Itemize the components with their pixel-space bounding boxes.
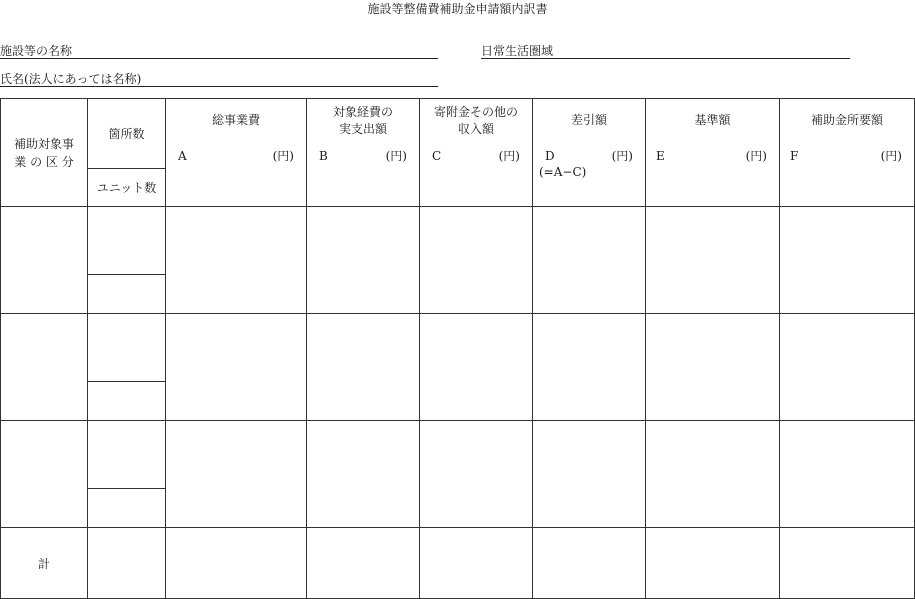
donation-label-line2: 収入額 [457,122,494,136]
living-area-field[interactable] [481,42,850,59]
e-cell[interactable] [646,207,780,314]
c-cell[interactable] [420,207,533,314]
standard-letter: E [656,149,665,163]
total-e-cell[interactable] [646,528,780,599]
count-cell[interactable] [88,421,166,489]
total-d-cell[interactable] [533,528,646,599]
e-cell[interactable] [646,314,780,421]
unit-count-cell[interactable] [88,382,166,421]
difference-label: 差引額 [570,113,607,127]
category-header-line1: 補助対象事 [13,136,74,151]
unit-count-cell[interactable] [88,489,166,528]
difference-header [533,99,646,207]
total-label: 計 [37,556,50,571]
target-cost-label-line1: 対象経費の [332,105,393,119]
total-count-cell[interactable] [88,528,166,599]
header-row [1,99,915,169]
b-cell[interactable] [307,207,420,314]
standard-unit: (円) [745,149,767,163]
count-header [88,99,166,169]
total-f-cell[interactable] [780,528,915,599]
count-header-label: 箇所数 [108,126,145,141]
difference-formula: (=A−C) [539,165,587,179]
d-cell[interactable] [533,421,646,528]
donation-header [420,99,533,207]
table-row [1,207,915,275]
required-header [780,99,915,207]
unit-count-cell[interactable] [88,275,166,314]
facility-name-label: 施設等の名称 [0,44,73,58]
f-cell[interactable] [780,421,915,528]
category-header-line2: 業 の 区 分 [14,154,74,169]
unit-count-header-label: ユニット数 [96,180,157,195]
total-label-cell [1,528,88,599]
required-letter: F [790,149,799,163]
target-cost-letter: B [319,149,328,163]
category-cell[interactable] [1,421,88,528]
total-cost-label: 総事業費 [211,113,260,127]
difference-unit: (円) [611,149,633,163]
person-name-label: 氏名(法人にあっては名称) [0,72,142,86]
count-cell[interactable] [88,207,166,275]
c-cell[interactable] [420,421,533,528]
difference-letter: D [545,149,555,163]
a-cell[interactable] [166,421,307,528]
target-cost-label-line2: 実支出額 [338,122,387,136]
category-cell[interactable] [1,314,88,421]
target-cost-unit: (円) [385,149,407,163]
a-cell[interactable] [166,314,307,421]
b-cell[interactable] [307,421,420,528]
donation-label-line1: 寄附金その他の [433,105,518,119]
total-cost-letter: A [178,149,187,163]
breakdown-table [0,98,915,599]
f-cell[interactable] [780,314,915,421]
e-cell[interactable] [646,421,780,528]
total-b-cell[interactable] [307,528,420,599]
table-row [1,314,915,382]
total-a-cell[interactable] [166,528,307,599]
unit-count-header [88,168,166,206]
total-cost-unit: (円) [272,149,294,163]
d-cell[interactable] [533,207,646,314]
f-cell[interactable] [780,207,915,314]
standard-header [646,99,780,207]
document-title: 施設等整備費補助金申請額内訳書 [367,2,548,16]
person-name-field[interactable] [0,70,438,87]
donation-letter: C [432,149,442,163]
target-cost-header [307,99,420,207]
standard-label: 基準額 [694,113,731,127]
living-area-label: 日常生活圏域 [481,44,554,58]
total-row [1,528,915,599]
table-row [1,421,915,489]
c-cell[interactable] [420,314,533,421]
category-cell[interactable] [1,207,88,314]
total-cost-header [166,99,307,207]
a-cell[interactable] [166,207,307,314]
facility-name-field[interactable] [0,42,438,59]
d-cell[interactable] [533,314,646,421]
required-unit: (円) [880,149,902,163]
b-cell[interactable] [307,314,420,421]
required-label: 補助金所要額 [810,113,883,127]
donation-unit: (円) [498,149,520,163]
category-header [1,99,88,207]
count-cell[interactable] [88,314,166,382]
total-c-cell[interactable] [420,528,533,599]
